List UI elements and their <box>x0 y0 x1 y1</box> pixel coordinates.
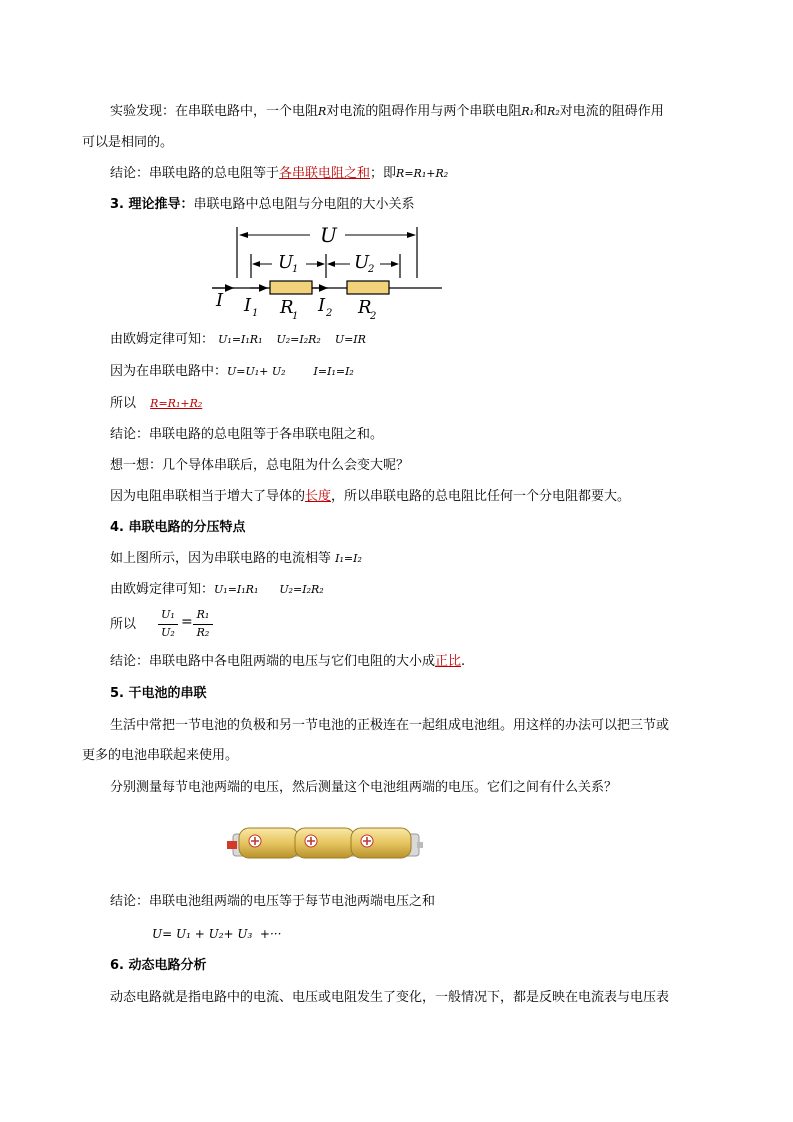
symbol-R: R <box>318 105 327 118</box>
text: 实验发现：在串联电路中，一个电阻 <box>110 104 319 119</box>
battery-formula: U= U₁ + U₂+ U₃ +··· <box>152 927 282 941</box>
frac-equals: = <box>181 614 193 630</box>
frac-den-2: R₂ <box>196 626 210 639</box>
label-R1-sub: 1 <box>292 311 299 322</box>
formula: U₁=I₁R₁ U₂=I₂R₂ <box>214 583 324 596</box>
resistor-r1 <box>270 281 312 294</box>
text: 对电流的阻碍作用与两个串联电阻 <box>326 104 522 119</box>
plus-icon <box>249 835 261 847</box>
text: 因为电阻串联相当于增大了导体的 <box>110 489 306 504</box>
text: 所以 <box>110 396 137 411</box>
label-I1-sub: 1 <box>252 308 259 319</box>
text: 如上图所示，因为串联电路的电流相等 <box>110 551 332 566</box>
battery-pack-image <box>225 824 425 864</box>
label-U1-sub: 1 <box>292 264 299 275</box>
experiment-text-line2: 可以是相同的。 <box>82 135 174 150</box>
as-shown <box>110 549 362 569</box>
plus-icon <box>361 835 373 847</box>
plus-icon <box>305 835 317 847</box>
text: 由欧姆定律可知： <box>110 332 215 347</box>
heading-3 <box>110 195 415 215</box>
conclusion-2: 结论：串联电路的总电阻等于各串联电阻之和。 <box>110 427 384 442</box>
experiment-text-line1 <box>110 102 664 122</box>
series-circuit-diagram <box>210 222 450 322</box>
conclusion-3 <box>110 652 465 672</box>
therefore-1 <box>110 394 202 414</box>
frac-num-1: U₁ <box>161 608 175 621</box>
conclusion-1 <box>110 164 448 184</box>
formula: R=R₁+R₂ <box>396 167 449 180</box>
formula-answer: R=R₁+R₂ <box>150 397 203 410</box>
label-U2: U <box>354 252 370 273</box>
label-U1: U <box>278 252 294 273</box>
text: ；即 <box>370 166 397 181</box>
heading-6: 6. 动态电路分析 <box>110 958 207 973</box>
frac-num-2: R₁ <box>196 608 210 621</box>
label-R1: R <box>280 297 294 318</box>
symbol-R1: R₁ <box>521 105 535 118</box>
label-R2-sub: 2 <box>370 311 377 322</box>
text: ，所以串联电路的总电阻比任何一个分电阻都要大。 <box>331 489 631 504</box>
therefore-2: 所以 <box>110 617 137 632</box>
resistor-r2 <box>347 281 389 294</box>
symbol-R2: R₂ <box>547 105 560 118</box>
think-question: 想一想：几个导体串联后，总电阻为什么会变大呢？ <box>110 458 410 473</box>
series-relation <box>110 362 354 382</box>
label-R2: R <box>358 297 372 318</box>
text: 和 <box>534 104 548 119</box>
frac-den-1: U₂ <box>161 626 175 639</box>
conclusion-4: 结论：串联电池组两端的电压等于每节电池两端电压之和 <box>110 894 436 909</box>
battery-question: 分别测量每节电池两端的电压，然后测量这个电池组两端的电压。它们之间有什么关系？ <box>110 780 618 795</box>
text: 结论：串联电路的总电阻等于 <box>110 166 280 181</box>
red-terminal <box>227 841 237 849</box>
text: . <box>461 654 466 669</box>
battery-text-line2: 更多的电池串联起来使用。 <box>82 748 239 763</box>
metal-terminal <box>417 842 423 848</box>
heading-number: 3. 理论推导： <box>110 197 194 212</box>
label-U2-sub: 2 <box>368 264 375 275</box>
label-I1: I <box>244 295 252 316</box>
heading-4: 4. 串联电路的分压特点 <box>110 520 246 535</box>
dynamic-circuit-text: 动态电路就是指电路中的电流、电压或电阻发生了变化，一般情况下，都是反映在电流表与电压表 <box>110 990 670 1005</box>
label-I: I <box>216 290 224 311</box>
text: 结论：串联电路中各电阻两端的电压与它们电阻的大小成 <box>110 654 436 669</box>
answer-underlined: 各串联电阻之和 <box>279 166 371 181</box>
heading-text: 串联电路中总电阻与分电阻的大小关系 <box>193 197 415 212</box>
label-I2: I <box>318 295 326 316</box>
text: 因为在串联电路中： <box>110 364 228 379</box>
text: 对电流的阻碍作用 <box>559 104 664 119</box>
reason-text <box>110 487 630 507</box>
formula: I₁=I₂ <box>335 552 362 565</box>
formula: U₁=I₁R₁ U₂=I₂R₂ U=IR <box>218 333 366 346</box>
battery-text-line1: 生活中常把一节电池的负极和另一节电池的正极连在一起组成电池组。用这样的办法可以把三节或 <box>110 718 670 733</box>
formula: U=U₁+ U₂ I=I₁=I₂ <box>227 365 354 378</box>
answer-underlined: 长度 <box>305 489 332 504</box>
answer-underlined: 正比 <box>435 654 462 669</box>
ohm-law-1 <box>110 330 366 350</box>
text: 由欧姆定律可知： <box>110 582 215 597</box>
heading-5: 5. 干电池的串联 <box>110 686 207 701</box>
ohm-law-2 <box>110 580 324 600</box>
label-I2-sub: 2 <box>326 308 333 319</box>
label-U: U <box>320 223 337 247</box>
